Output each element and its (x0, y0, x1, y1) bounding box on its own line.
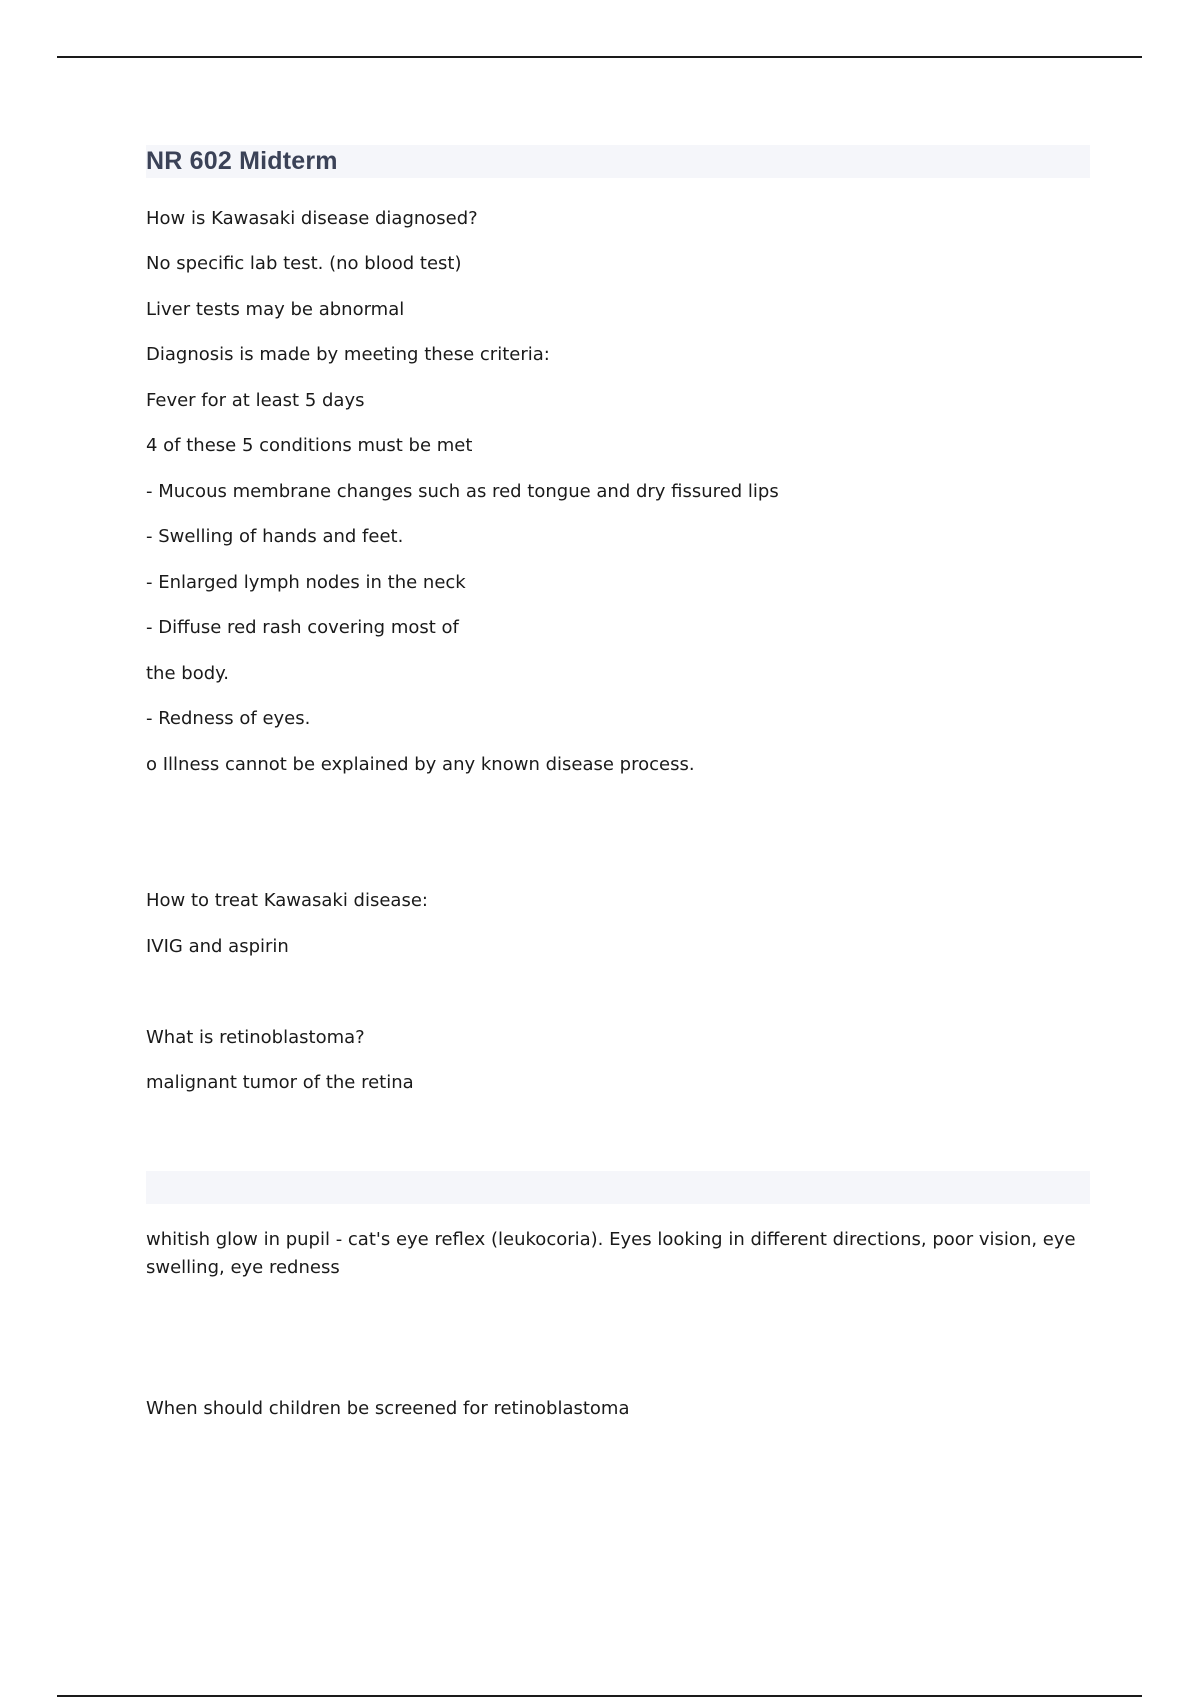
question-bar (146, 1171, 1090, 1204)
answer-retinoblastoma-signs: whitish glow in pupil - cat's eye reflex (leukocoria). Eyes looking in different directions, poor vision, eye swelling, eye redness (146, 1229, 1076, 1278)
question-kawasaki-treatment: How to treat Kawasaki disease: (146, 890, 428, 911)
bottom-rule (57, 1695, 1142, 1697)
question-retinoblastoma-screening: When should children be screened for retinoblastoma (146, 1398, 630, 1419)
criteria-item-continued: the body. (146, 663, 229, 684)
answer-line: 4 of these 5 conditions must be met (146, 435, 473, 456)
criteria-item: - Mucous membrane changes such as red tongue and dry fissured lips (146, 481, 779, 502)
answer-line: malignant tumor of the retina (146, 1072, 414, 1093)
answer-line: Liver tests may be abnormal (146, 299, 405, 320)
criteria-item: - Enlarged lymph nodes in the neck (146, 572, 466, 593)
question-kawasaki-diagnosis: How is Kawasaki disease diagnosed? (146, 208, 478, 229)
question-retinoblastoma: What is retinoblastoma? (146, 1027, 365, 1048)
answer-line: No specific lab test. (no blood test) (146, 253, 462, 274)
answer-line: Diagnosis is made by meeting these criteria: (146, 344, 550, 365)
criteria-item: - Diffuse red rash covering most of (146, 617, 459, 638)
answer-line: Fever for at least 5 days (146, 390, 365, 411)
criteria-item: - Redness of eyes. (146, 708, 311, 729)
title-bar (146, 145, 1090, 178)
page-content (146, 145, 1090, 1419)
criteria-item: - Swelling of hands and feet. (146, 526, 404, 547)
top-rule (57, 56, 1142, 58)
criteria-note: o Illness cannot be explained by any known disease process. (146, 754, 695, 775)
document-title: NR 602 Midterm (146, 147, 338, 175)
answer-line: IVIG and aspirin (146, 936, 289, 957)
